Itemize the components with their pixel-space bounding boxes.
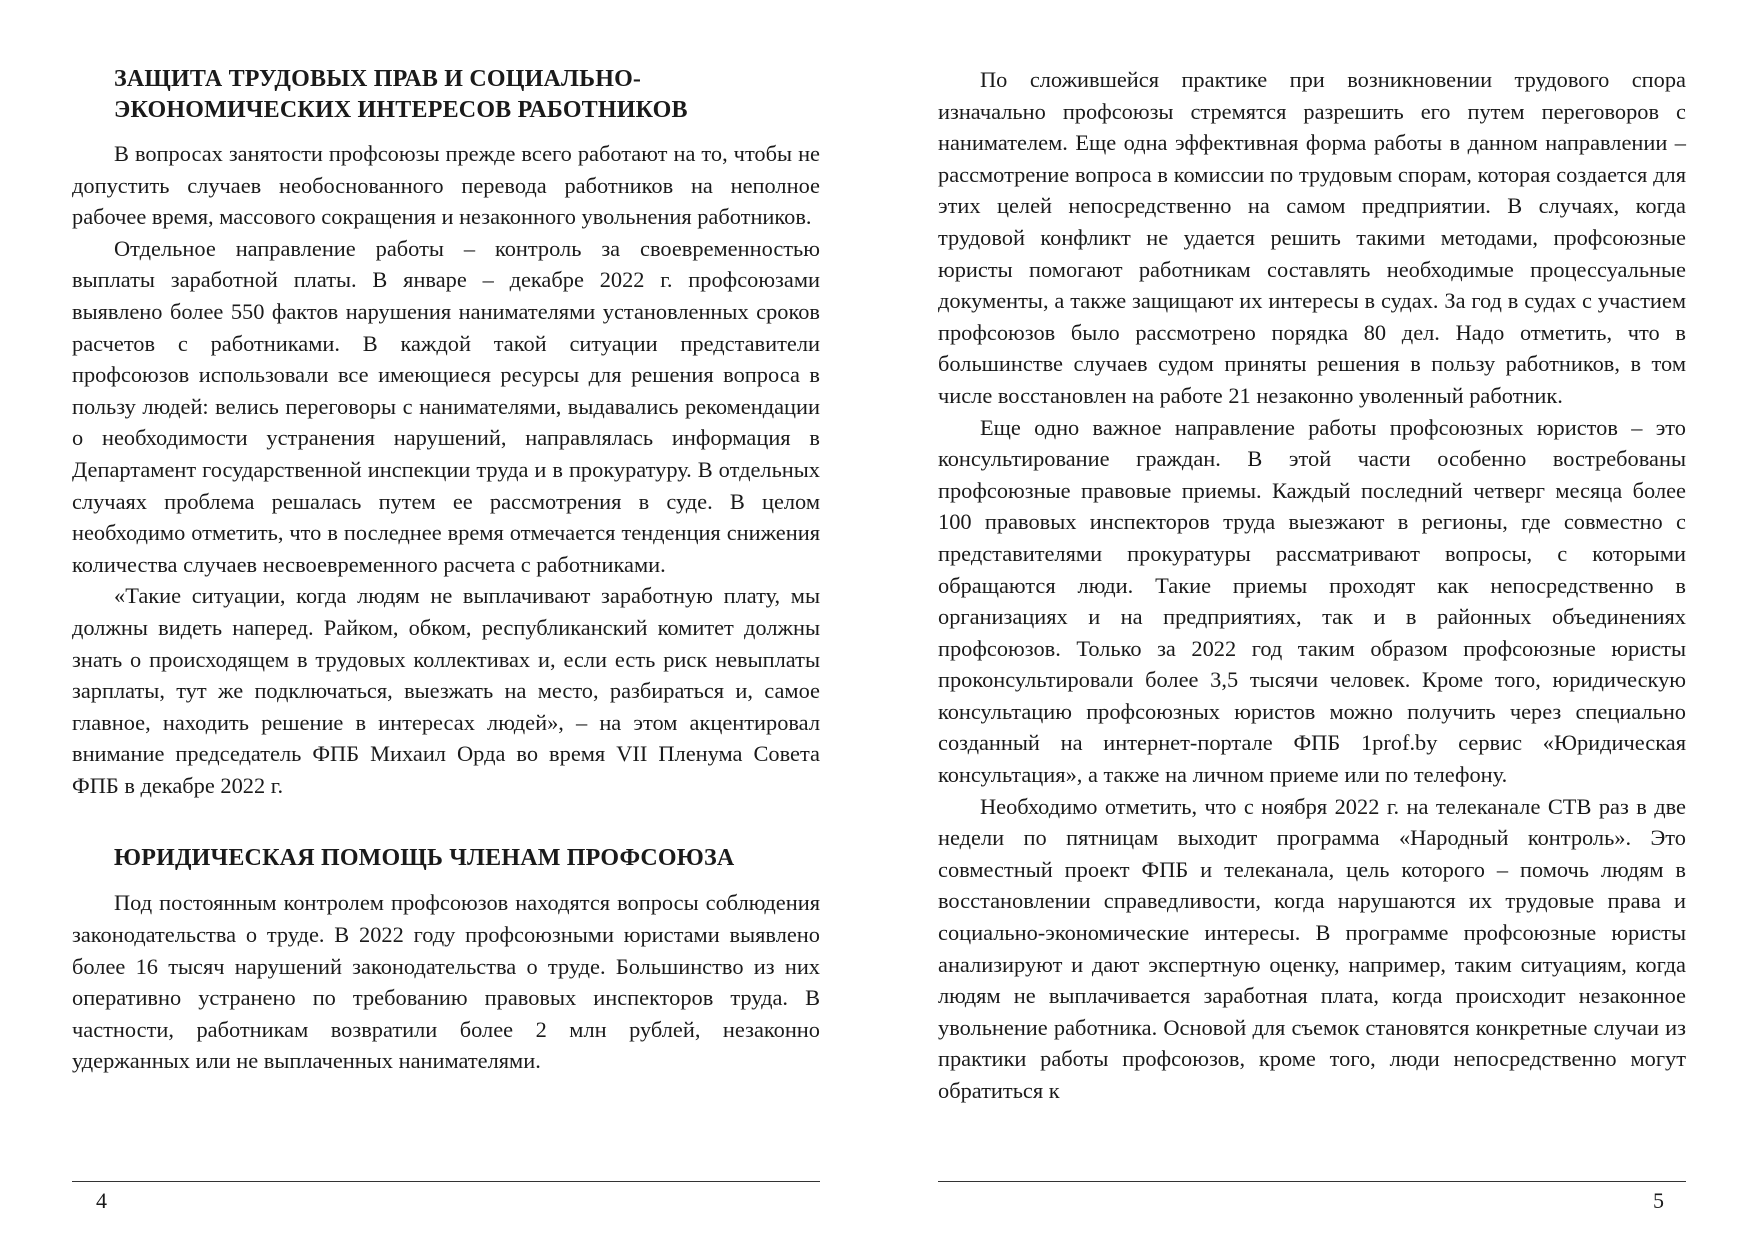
footer-divider [938, 1181, 1686, 1182]
paragraph: Необходимо отметить, что с ноября 2022 г. на телеканале СТВ раз в две недели по пятницам выходит программа «Народный контроль». Это совместный проект ФПБ и телеканала, цель которого – помочь людям в восстановлении справедливости, когда нарушаются их трудовые права и социально-экономические интересы. В программе профсоюзные юристы анализируют и дают экспертную оценку, например, таким ситуациям, когда людям не выплачивается заработная плата, когда происходит незаконное увольнение работника. Основой для съемок становятся конкретные случаи из практики работы профсоюзов, кроме того, люди непосредственно могут обратиться к [938, 793, 1686, 1103]
right-column [938, 64, 1686, 1107]
left-page [72, 0, 820, 1241]
section-heading-legal-aid: ЮРИДИЧЕСКАЯ ПОМОЩЬ ЧЛЕНАМ ПРОФСОЮЗА [114, 845, 735, 872]
paragraph: В вопросах занятости профсоюзы прежде всего работают на то, чтобы не допустить случаев необоснованного перевода работников на неполное рабочее время, массового сокращения и незаконного увольнения работников. [72, 141, 820, 230]
paragraph: По сложившейся практике при возникновении трудового спора изначально профсоюзы стремятся разрешить его путем переговоров с нанимателем. Еще одна эффективная форма работы в данном направлении – рассмотрение вопроса в комиссии по трудовым спорам, которая создается для этих целей непосредственно на самом предприятии. В случаях, когда трудовой конфликт не удается решить такими методами, профсоюзные юристы помогают работникам составлять необходимые процессуальные документы, а также защищают их интересы в судах. За год в судах с участием профсоюзов было рассмотрено порядка 80 дел. Надо отметить, что в большинстве случаев судом приняты решения в пользу работников, в том числе восстановлен на работе 21 незаконно уволенный работник. [938, 67, 1686, 408]
paragraph: Под постоянным контролем профсоюзов находятся вопросы соблюдения законодательства о труде. В 2022 году профсоюзными юристами выявлено более 16 тысяч нарушений законодательства о труде. Большинство из них оперативно устранено по требованию правовых инспекторов труда. В частности, работникам возвратили более 2 млн рублей, незаконно удержанных или не выплаченных нанимателями. [72, 890, 820, 1074]
paragraph: Еще одно важное направление работы профсоюзных юристов – это консультирование граждан. В этой части особенно востребованы профсоюзные правовые приемы. Каждый последний четверг месяца более 100 правовых инспекторов труда выезжают в регионы, где совместно с представителями прокуратуры рассматривают вопросы, с которыми обращаются люди. Такие приемы проходят как непосредственно в организациях и на предприятиях, так и в районных объединениях профсоюзов. Только за 2022 год таким образом профсоюзные юристы проконсультировали более 3,5 тысячи человек. Кроме того, юридическую консультацию профсоюзных юристов можно получить через специально созданный на интернет-портале ФПБ 1prof.by сервис «Юридическая консультация», а также на личном приеме или по телефону. [938, 414, 1686, 788]
paragraph: «Такие ситуации, когда людям не выплачивают заработную плату, мы должны видеть наперед. Райком, обком, республиканский комитет должны знать о происходящем в трудовых коллективах и, если есть риск невыплаты зарплаты, тут же подключаться, выезжать на место, разбираться и, самое главное, находить решение в интересах людей», – на этом акцентировал внимание председатель ФПБ Михаил Орда во время VII Пленума Совета ФПБ в декабре 2022 г. [72, 583, 820, 798]
page-number: 4 [96, 1188, 107, 1213]
page-number: 5 [1653, 1188, 1664, 1213]
right-page [938, 0, 1686, 1241]
left-column [72, 64, 820, 1077]
paragraph: Отдельное направление работы – контроль за своевременностью выплаты заработной платы. В январе – декабре 2022 г. профсоюзами выявлено более 550 фактов нарушения нанимателями установленных сроков расчетов с работниками. В каждой такой ситуации представители профсоюзов использовали все имеющиеся ресурсы для решения вопроса в пользу людей: велись переговоры с нанимателями, выдавались рекомендации о необходимости устранения нарушений, направлялась информация в Департамент государственной инспекции труда и в прокуратуру. В отдельных случаях проблема решалась путем ее рассмотрения в суде. В целом необходимо отметить, что в последнее время отмечается тенденция снижения количества случаев несвоевременного расчета с работниками. [72, 235, 820, 577]
footer-divider [72, 1181, 820, 1182]
section-heading-labor-rights: ЗАЩИТА ТРУДОВЫХ ПРАВ И СОЦИАЛЬНО-ЭКОНОМИЧЕСКИХ ИНТЕРЕСОВ РАБОТНИКОВ [114, 66, 688, 123]
